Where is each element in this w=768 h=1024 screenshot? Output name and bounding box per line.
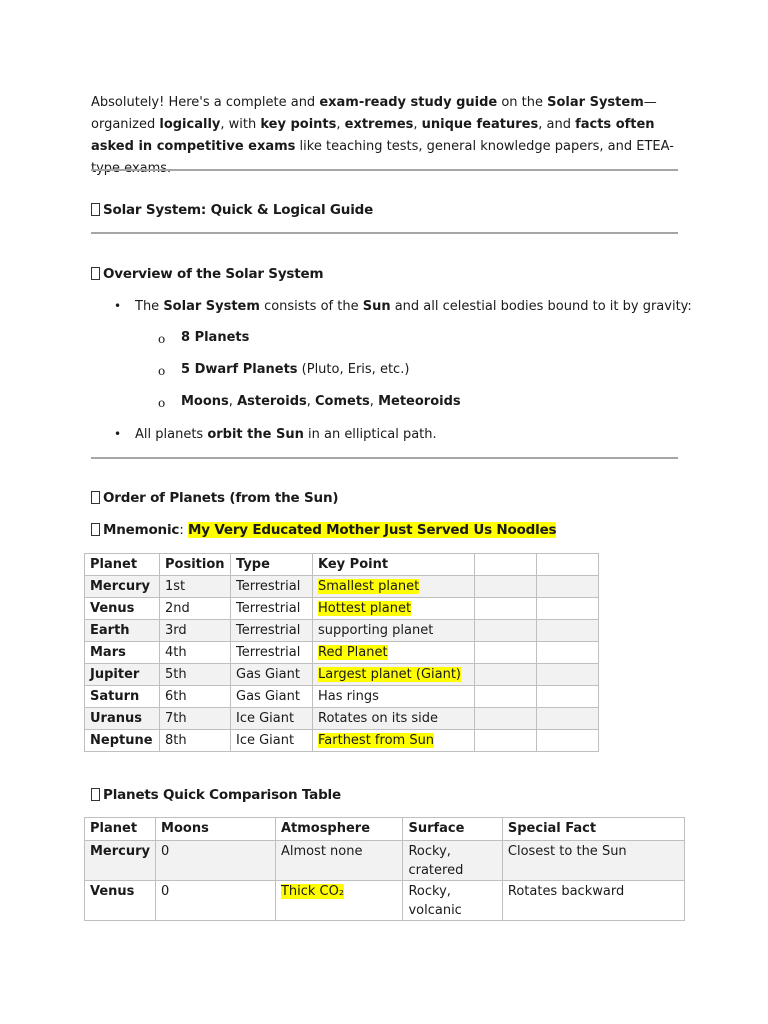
surface-value: Rocky, [408, 844, 451, 859]
position-cell [160, 708, 231, 730]
position-cell [160, 598, 231, 620]
moons-cell [156, 881, 276, 921]
type-cell [231, 598, 313, 620]
bullet-text: All planets [135, 427, 208, 442]
sub-bullet-marker: o [158, 364, 166, 378]
planet-name: Saturn [90, 689, 140, 704]
sub-bullet-marker: o [158, 396, 166, 410]
sub-bullet-bold: Moons [181, 394, 229, 409]
column-header: Key Point [313, 554, 475, 576]
planet-name: Mars [90, 645, 126, 660]
planet-cell [85, 686, 160, 708]
type-value: Ice Giant [236, 711, 295, 726]
intro-text: , with [220, 117, 261, 132]
intro-bold: exam-ready study guide [319, 95, 498, 110]
column-header: Type [231, 554, 313, 576]
column-header: Position [160, 554, 231, 576]
table-row [85, 881, 685, 921]
sub-bullet-text: (Pluto, Eris, etc.) [297, 362, 410, 377]
key-point-value: Smallest planet [318, 579, 420, 594]
section-heading-order [91, 490, 338, 506]
empty-cell [537, 730, 599, 752]
key-point-value: Has rings [318, 689, 379, 704]
empty-cell [537, 686, 599, 708]
type-value: Terrestrial [236, 601, 301, 616]
bullet-text: in an elliptical path. [303, 427, 437, 442]
sub-bullet-bold: 8 Planets [181, 330, 250, 345]
planet-cell [85, 642, 160, 664]
separator: , [369, 394, 379, 409]
surface-cell [403, 841, 502, 881]
atmosphere-value: Almost none [280, 844, 363, 859]
table-row [85, 576, 599, 598]
planet-name: Uranus [90, 711, 142, 726]
horizontal-rule [91, 169, 678, 171]
overview-sub-3 [181, 394, 461, 409]
key-point-value: Hottest planet [318, 601, 412, 616]
bullet-text: consists of the [259, 299, 363, 314]
section-heading-guide [91, 202, 373, 218]
moons-value: 0 [161, 844, 170, 859]
intro-bold: extremes [344, 117, 414, 132]
empty-cell [475, 576, 537, 598]
empty-cell [475, 642, 537, 664]
separator: , [228, 394, 238, 409]
missing-glyph-icon [91, 491, 100, 504]
empty-cell [537, 620, 599, 642]
type-value: Terrestrial [236, 645, 301, 660]
special-fact-value: Closest to the Sun [507, 844, 627, 859]
sub-bullet-bold: Asteroids [237, 394, 307, 409]
position-value: 6th [165, 689, 187, 704]
empty-cell [475, 686, 537, 708]
position-cell [160, 620, 231, 642]
mnemonic-text: My Very Educated Mother Just Served Us Noodles [188, 522, 557, 538]
position-cell [160, 686, 231, 708]
column-header [475, 554, 537, 576]
table-header-row [85, 818, 685, 841]
intro-text: , and [538, 117, 576, 132]
bullet-bold: Solar System [163, 299, 260, 314]
sub-bullet-bold: 5 Dwarf Planets [181, 362, 298, 377]
planet-name: Venus [90, 601, 135, 616]
position-cell [160, 642, 231, 664]
table-row [85, 708, 599, 730]
position-value: 5th [165, 667, 187, 682]
surface-value: volcanic [408, 903, 462, 918]
sub-bullet-bold: Comets [315, 394, 370, 409]
sub-bullet-marker: o [158, 332, 166, 346]
key-point-value: supporting planet [318, 623, 434, 638]
key-point-value: Largest planet (Giant) [318, 667, 462, 682]
planet-cell [85, 730, 160, 752]
key-point-cell [313, 598, 475, 620]
column-header [537, 554, 599, 576]
table-row [85, 642, 599, 664]
intro-paragraph [91, 92, 681, 180]
moons-value: 0 [161, 884, 170, 899]
empty-cell [475, 664, 537, 686]
key-point-value: Farthest from Sun [318, 733, 435, 748]
key-point-value: Red Planet [318, 645, 388, 660]
key-point-cell [313, 664, 475, 686]
atmosphere-value: Thick CO₂ [280, 884, 345, 899]
position-value: 4th [165, 645, 187, 660]
type-cell [231, 708, 313, 730]
type-cell [231, 576, 313, 598]
overview-sub-1 [181, 330, 249, 345]
position-cell [160, 730, 231, 752]
key-point-value: Rotates on its side [318, 711, 439, 726]
bullet-bold: orbit the Sun [207, 427, 304, 442]
surface-cell [403, 881, 502, 921]
table-header-row [85, 554, 599, 576]
planet-cell [85, 841, 156, 881]
empty-cell [475, 708, 537, 730]
position-cell [160, 576, 231, 598]
mnemonic-line [91, 522, 556, 538]
planet-name: Venus [90, 884, 135, 899]
intro-text: on the [497, 95, 548, 110]
planet-cell [85, 576, 160, 598]
empty-cell [537, 708, 599, 730]
type-cell [231, 642, 313, 664]
planet-cell [85, 664, 160, 686]
moons-cell [156, 841, 276, 881]
section-heading-comparison [91, 787, 341, 803]
planet-name: Earth [90, 623, 130, 638]
intro-bold: key points [260, 117, 337, 132]
planet-name: Mercury [90, 579, 151, 594]
intro-text: , [336, 117, 345, 132]
section-heading-overview [91, 266, 323, 282]
planet-order-table [84, 553, 599, 752]
empty-cell [475, 730, 537, 752]
position-value: 1st [165, 579, 186, 594]
bullet-text: and all celestial bodies bound to it by gravity: [390, 299, 692, 314]
sub-bullet-bold: Meteoroids [378, 394, 461, 409]
type-value: Terrestrial [236, 623, 301, 638]
intro-bold: facts often asked in competitive exams [91, 117, 655, 154]
type-value: Ice Giant [236, 733, 295, 748]
empty-cell [475, 620, 537, 642]
overview-bullet-2 [135, 427, 437, 442]
bullet-marker: • [114, 427, 122, 441]
planet-cell [85, 708, 160, 730]
type-cell [231, 620, 313, 642]
planet-cell [85, 620, 160, 642]
type-cell [231, 664, 313, 686]
type-value: Terrestrial [236, 579, 301, 594]
atmosphere-cell [275, 881, 403, 921]
missing-glyph-icon [91, 203, 100, 216]
table-row [85, 730, 599, 752]
type-cell [231, 730, 313, 752]
bullet-marker: • [114, 299, 122, 313]
special-fact-cell [502, 841, 684, 881]
type-value: Gas Giant [236, 667, 300, 682]
missing-glyph-icon [91, 267, 100, 280]
planet-name: Jupiter [90, 667, 140, 682]
table-row [85, 598, 599, 620]
planet-cell [85, 881, 156, 921]
empty-cell [537, 642, 599, 664]
horizontal-rule [91, 232, 678, 234]
intro-text: —organized [91, 95, 657, 132]
planet-cell [85, 598, 160, 620]
atmosphere-cell [275, 841, 403, 881]
mnemonic-colon: : [179, 522, 189, 538]
empty-cell [537, 598, 599, 620]
key-point-cell [313, 708, 475, 730]
missing-glyph-icon [91, 523, 100, 536]
heading-text: Overview of the Solar System [103, 266, 324, 282]
column-header: Moons [156, 818, 276, 841]
column-header: Planet [85, 554, 160, 576]
planet-comparison-table [84, 817, 685, 921]
missing-glyph-icon [91, 788, 100, 801]
mnemonic-label: Mnemonic [103, 522, 180, 538]
heading-text: Order of Planets (from the Sun) [103, 490, 339, 506]
heading-text: Solar System: Quick & Logical Guide [103, 202, 374, 218]
heading-text: Planets Quick Comparison Table [103, 787, 341, 803]
surface-value: cratered [408, 863, 464, 878]
column-header: Atmosphere [275, 818, 403, 841]
table-row [85, 664, 599, 686]
column-header: Special Fact [502, 818, 684, 841]
bullet-text: The [135, 299, 164, 314]
key-point-cell [313, 730, 475, 752]
empty-cell [537, 576, 599, 598]
planet-name: Mercury [90, 844, 151, 859]
column-header: Planet [85, 818, 156, 841]
planet-name: Neptune [90, 733, 153, 748]
position-cell [160, 664, 231, 686]
table-row [85, 686, 599, 708]
bullet-bold: Sun [362, 299, 391, 314]
empty-cell [475, 598, 537, 620]
key-point-cell [313, 686, 475, 708]
intro-text: like teaching tests, general knowledge papers, and ETEA-type exams. [91, 139, 674, 176]
intro-bold: logically [159, 117, 221, 132]
overview-sub-2 [181, 362, 409, 377]
surface-value: Rocky, [408, 884, 451, 899]
position-value: 7th [165, 711, 187, 726]
key-point-cell [313, 642, 475, 664]
special-fact-value: Rotates backward [507, 884, 625, 899]
position-value: 2nd [165, 601, 190, 616]
type-cell [231, 686, 313, 708]
intro-text: Absolutely! Here's a complete and [91, 95, 320, 110]
key-point-cell [313, 576, 475, 598]
table-row [85, 841, 685, 881]
special-fact-cell [502, 881, 684, 921]
column-header: Surface [403, 818, 502, 841]
overview-bullet-1 [135, 299, 692, 314]
empty-cell [537, 664, 599, 686]
intro-bold: unique features [421, 117, 539, 132]
position-value: 8th [165, 733, 187, 748]
intro-bold: Solar System [547, 95, 644, 110]
type-value: Gas Giant [236, 689, 300, 704]
key-point-cell [313, 620, 475, 642]
table-row [85, 620, 599, 642]
horizontal-rule [91, 457, 678, 459]
separator: , [306, 394, 315, 409]
intro-text: , [413, 117, 422, 132]
position-value: 3rd [165, 623, 187, 638]
